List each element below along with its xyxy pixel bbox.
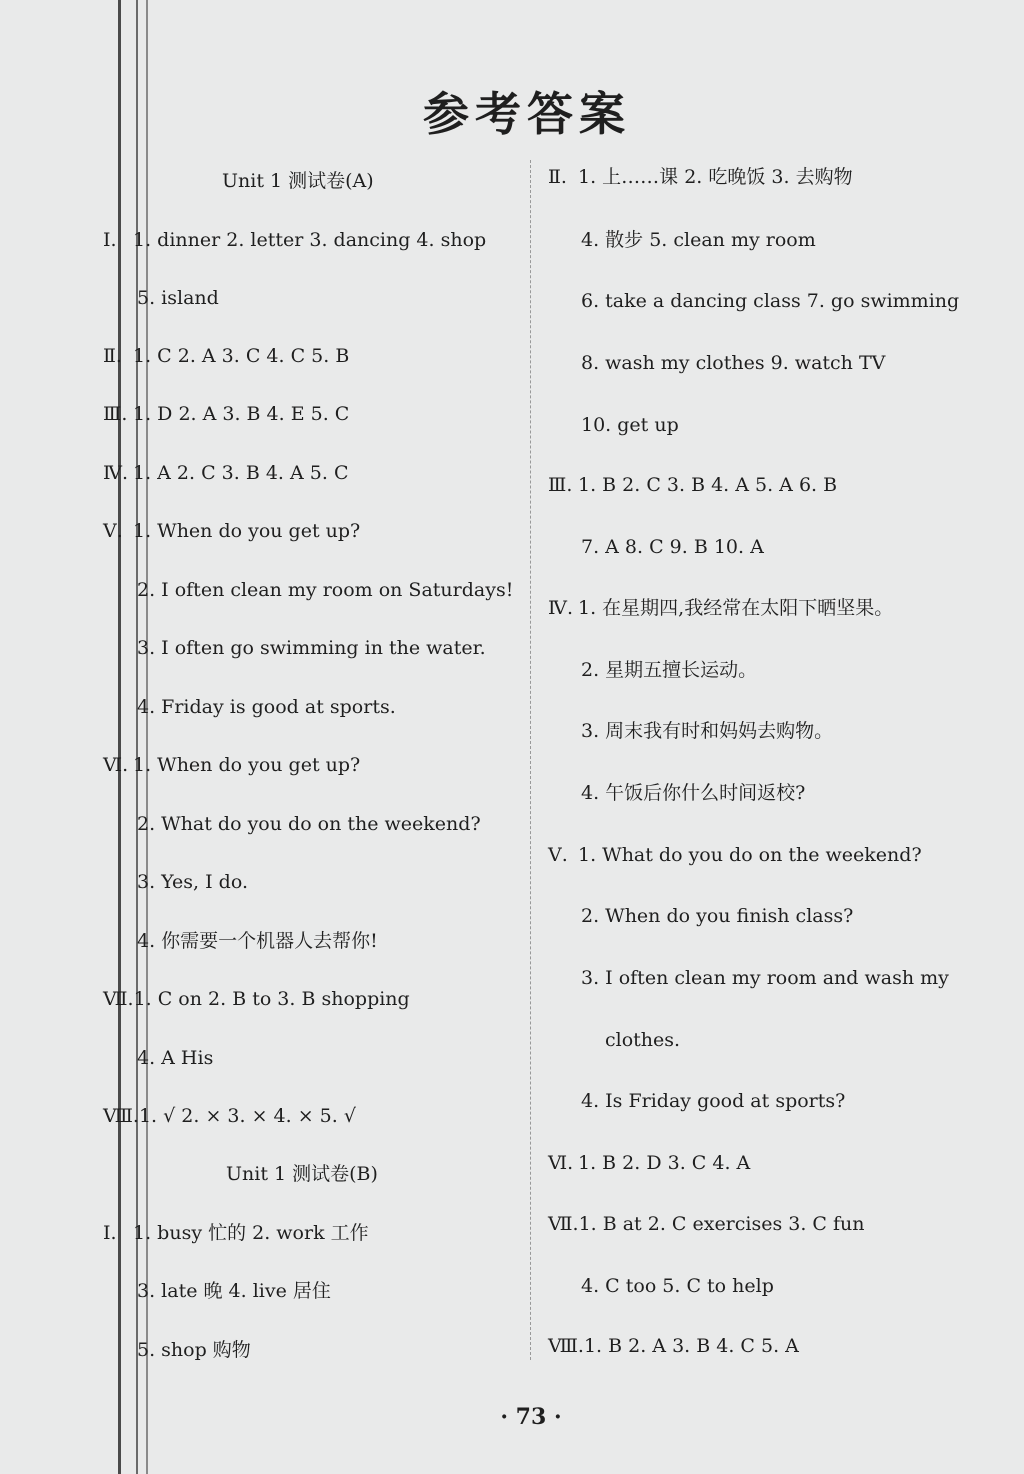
answer-row: 5. island bbox=[137, 287, 219, 309]
answer-row: Ⅱ. 1. C 2. A 3. C 4. C 5. B bbox=[103, 345, 350, 367]
answer-row: Ⅳ. 1. 在星期四,我经常在太阳下晒坚果。 bbox=[548, 597, 894, 619]
answer-row: 8. wash my clothes 9. watch TV bbox=[581, 352, 886, 374]
answer-row: Ⅶ.1. B at 2. C exercises 3. C fun bbox=[548, 1213, 865, 1235]
page-title: 参考答案 bbox=[423, 87, 631, 141]
answer-row: 4. Is Friday good at sports? bbox=[581, 1090, 846, 1112]
answer-row: Ⅴ. 1. What do you do on the weekend? bbox=[548, 844, 922, 866]
answer-row: 2. 星期五擅长运动。 bbox=[581, 659, 758, 681]
answer-row: Ⅵ. 1. When do you get up? bbox=[103, 754, 361, 776]
binding-edge bbox=[118, 0, 121, 1474]
answer-row: 2. I often clean my room on Saturdays! bbox=[137, 579, 514, 601]
answer-row: 2. What do you do on the weekend? bbox=[137, 813, 481, 835]
section-label: Ⅰ. bbox=[103, 229, 117, 251]
answer-row: 4. 散步 5. clean my room bbox=[581, 229, 816, 251]
answer-row: 3. I often clean my room and wash my bbox=[581, 967, 949, 989]
answer-row: 4. Friday is good at sports. bbox=[137, 696, 396, 718]
answer-row: 7. A 8. C 9. B 10. A bbox=[581, 536, 764, 558]
answer-row: 4. 午饭后你什么时间返校? bbox=[581, 782, 806, 804]
column-divider bbox=[530, 160, 531, 1360]
answer-row: Ⅴ. 1. When do you get up? bbox=[103, 520, 361, 542]
answer-row: Ⅶ.1. C on 2. B to 3. B shopping bbox=[103, 988, 410, 1010]
answer-row: Ⅰ. 1. dinner 2. letter 3. dancing 4. shop bbox=[103, 229, 487, 251]
answer-row: Ⅷ.1. √ 2. × 3. × 4. × 5. √ bbox=[103, 1105, 356, 1127]
answer-row: Ⅷ.1. B 2. A 3. B 4. C 5. A bbox=[548, 1335, 799, 1357]
section-heading-test-a: Unit 1 测试卷(A) bbox=[222, 170, 374, 192]
binding-edge bbox=[136, 0, 138, 1474]
answer-row: 3. I often go swimming in the water. bbox=[137, 637, 486, 659]
binding-edge bbox=[146, 0, 148, 1474]
answer-row: 3. Yes, I do. bbox=[137, 871, 248, 893]
answer-row: 2. When do you finish class? bbox=[581, 905, 854, 927]
answer-row: 6. take a dancing class 7. go swimming bbox=[581, 290, 960, 312]
answer-row: Ⅳ. 1. A 2. C 3. B 4. A 5. C bbox=[103, 462, 349, 484]
answer-row: 5. shop 购物 bbox=[137, 1339, 251, 1361]
answer-row: Ⅲ. 1. D 2. A 3. B 4. E 5. C bbox=[103, 403, 350, 425]
section-heading-test-b: Unit 1 测试卷(B) bbox=[226, 1163, 378, 1185]
answer-row: Ⅰ. 1. busy 忙的 2. work 工作 bbox=[103, 1222, 369, 1244]
answer-row: 10. get up bbox=[581, 414, 679, 436]
answer-row: Ⅱ. 1. 上……课 2. 吃晚饭 3. 去购物 bbox=[548, 166, 853, 188]
answer-row: 4. A His bbox=[137, 1047, 214, 1069]
answer-row: Ⅵ. 1. B 2. D 3. C 4. A bbox=[548, 1152, 751, 1174]
answer-row: Ⅲ. 1. B 2. C 3. B 4. A 5. A 6. B bbox=[548, 474, 838, 496]
answer-row: clothes. bbox=[605, 1029, 681, 1051]
answer-row: 4. 你需要一个机器人去帮你! bbox=[137, 930, 378, 952]
page-number: · 73 · bbox=[500, 1404, 562, 1430]
answer-row: 3. 周末我有时和妈妈去购物。 bbox=[581, 720, 834, 742]
answer-row: 4. C too 5. C to help bbox=[581, 1275, 774, 1297]
answer-row: 3. late 晚 4. live 居住 bbox=[137, 1280, 331, 1302]
